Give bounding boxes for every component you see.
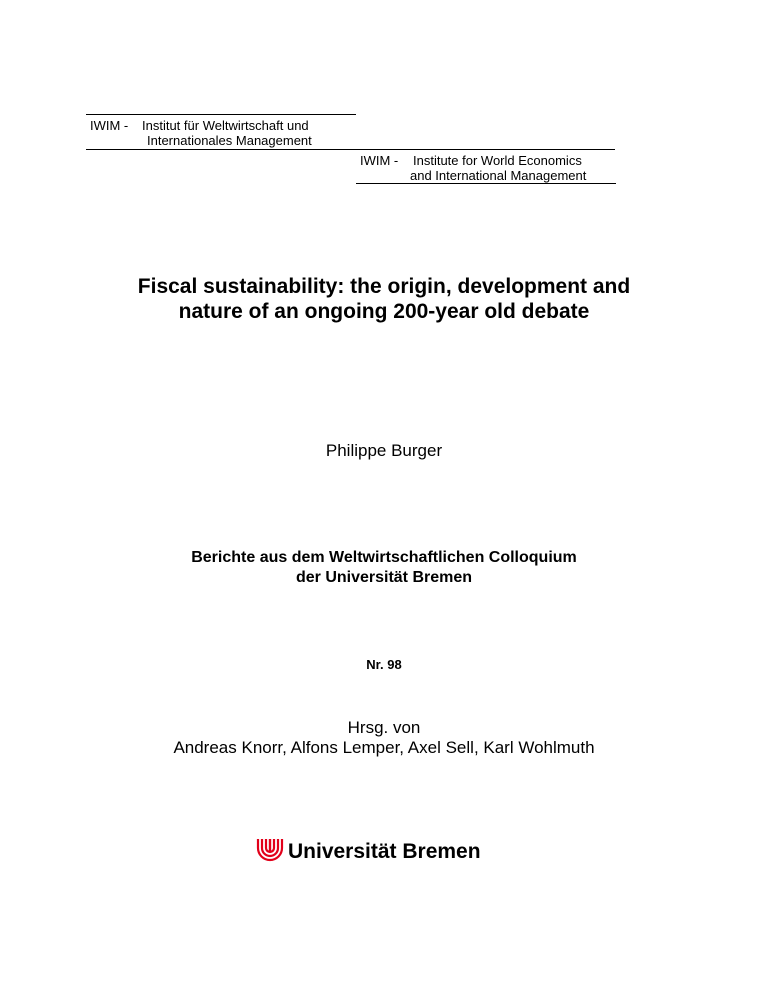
header-en-line1: Institute for World Economics: [413, 153, 582, 168]
issue-number: Nr. 98: [366, 657, 402, 672]
header-en-line2: and International Management: [410, 168, 587, 183]
series-title: [0, 548, 768, 588]
logo-text: Universität Bremen: [288, 840, 481, 863]
title-line1: Fiscal sustainability: the origin, development and: [137, 275, 631, 298]
university-bremen-logo-icon: [256, 836, 284, 864]
title-line2: nature of an ongoing 200-year old debate: [178, 300, 590, 323]
editors: [0, 718, 768, 758]
header-de: [90, 118, 312, 148]
header-en-bottom-rule: [356, 183, 616, 184]
header-en-abbr: IWIM -: [360, 153, 399, 168]
editors-line2: Andreas Knorr, Alfons Lemper, Axel Sell, Karl Wohlmuth: [173, 738, 595, 757]
header-de-abbr: IWIM -: [90, 118, 129, 133]
editors-line1: Hrsg. von: [347, 718, 421, 737]
series-line1: Berichte aus dem Weltwirtschaftlichen Colloquium: [191, 549, 577, 566]
header-de-line1: Institut für Weltwirtschaft und: [142, 118, 309, 133]
author-name: Philippe Burger: [325, 441, 443, 460]
page-title: [0, 274, 768, 324]
series-line2: der Universität Bremen: [295, 569, 473, 586]
header-en: [360, 153, 586, 183]
header-de-bottom-rule: [86, 149, 615, 150]
header-de-line2: Internationales Management: [147, 133, 312, 148]
header-de-top-rule: [86, 114, 356, 115]
